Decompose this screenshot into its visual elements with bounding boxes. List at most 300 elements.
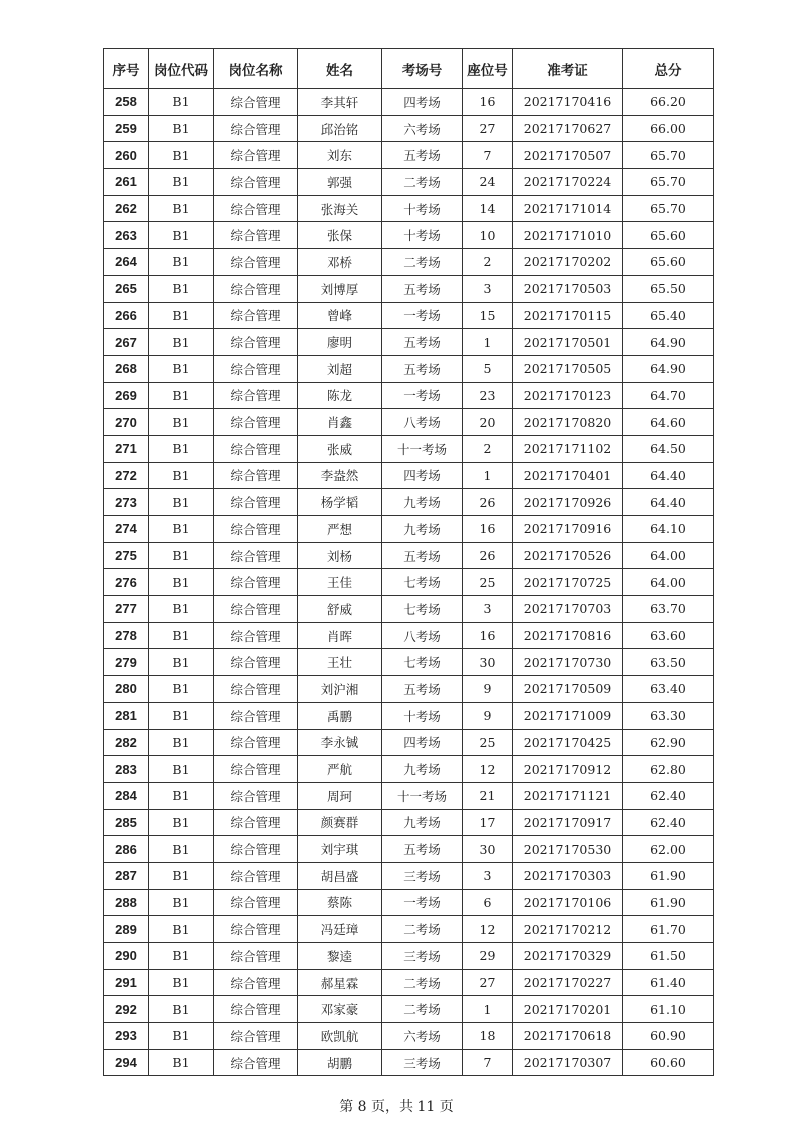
cell-exam-room: 十考场 <box>382 702 463 729</box>
table-row <box>104 355 714 382</box>
cell-seq: 260 <box>104 142 149 169</box>
cell-seq: 283 <box>104 756 149 783</box>
cell-total-score: 65.70 <box>623 169 714 196</box>
cell-position-name: 综合管理 <box>214 649 298 676</box>
cell-ticket: 20217170503 <box>513 275 623 302</box>
cell-name: 蔡陈 <box>298 889 382 916</box>
cell-position-code: B1 <box>149 943 214 970</box>
cell-position-name: 综合管理 <box>214 596 298 623</box>
cell-position-name: 综合管理 <box>214 569 298 596</box>
cell-total-score: 61.90 <box>623 862 714 889</box>
table-row <box>104 195 714 222</box>
cell-ticket: 20217170505 <box>513 355 623 382</box>
cell-seq: 282 <box>104 729 149 756</box>
table-row <box>104 782 714 809</box>
page-footer: 第 8 页，共 11 页 <box>339 1099 454 1115</box>
cell-ticket: 20217170820 <box>513 409 623 436</box>
cell-position-name: 综合管理 <box>214 489 298 516</box>
cell-seq: 276 <box>104 569 149 596</box>
cell-name: 胡昌盛 <box>298 862 382 889</box>
cell-position-name: 综合管理 <box>214 622 298 649</box>
cell-seq: 264 <box>104 249 149 276</box>
cell-exam-room: 十考场 <box>382 195 463 222</box>
cell-total-score: 61.10 <box>623 996 714 1023</box>
cell-name: 廖明 <box>298 329 382 356</box>
cell-position-name: 综合管理 <box>214 222 298 249</box>
cell-position-code: B1 <box>149 569 214 596</box>
cell-position-name: 综合管理 <box>214 1023 298 1050</box>
cell-exam-room: 九考场 <box>382 756 463 783</box>
cell-name: 严航 <box>298 756 382 783</box>
cell-position-name: 综合管理 <box>214 836 298 863</box>
table-row <box>104 542 714 569</box>
cell-seat: 25 <box>463 569 513 596</box>
table-row <box>104 676 714 703</box>
cell-position-code: B1 <box>149 382 214 409</box>
cell-seq: 279 <box>104 649 149 676</box>
cell-name: 邓桥 <box>298 249 382 276</box>
table-row <box>104 889 714 916</box>
cell-total-score: 66.00 <box>623 115 714 142</box>
cell-total-score: 63.50 <box>623 649 714 676</box>
cell-total-score: 65.60 <box>623 222 714 249</box>
cell-exam-room: 八考场 <box>382 622 463 649</box>
cell-ticket: 20217170916 <box>513 516 623 543</box>
cell-position-name: 综合管理 <box>214 809 298 836</box>
cell-position-code: B1 <box>149 435 214 462</box>
cell-position-code: B1 <box>149 542 214 569</box>
cell-position-code: B1 <box>149 1049 214 1076</box>
cell-seat: 24 <box>463 169 513 196</box>
table-row <box>104 756 714 783</box>
cell-exam-room: 七考场 <box>382 649 463 676</box>
table-row <box>104 1023 714 1050</box>
table-row <box>104 115 714 142</box>
cell-seat: 18 <box>463 1023 513 1050</box>
cell-seq: 265 <box>104 275 149 302</box>
cell-name: 郝星霖 <box>298 969 382 996</box>
cell-ticket: 20217170224 <box>513 169 623 196</box>
cell-seat: 7 <box>463 142 513 169</box>
cell-name: 舒威 <box>298 596 382 623</box>
table-row <box>104 89 714 116</box>
cell-position-name: 综合管理 <box>214 943 298 970</box>
cell-seq: 290 <box>104 943 149 970</box>
table-row <box>104 275 714 302</box>
cell-total-score: 61.70 <box>623 916 714 943</box>
cell-ticket: 20217170627 <box>513 115 623 142</box>
cell-name: 颜赛群 <box>298 809 382 836</box>
cell-name: 胡鹏 <box>298 1049 382 1076</box>
cell-seq: 293 <box>104 1023 149 1050</box>
cell-exam-room: 五考场 <box>382 329 463 356</box>
cell-exam-room: 三考场 <box>382 1049 463 1076</box>
cell-exam-room: 二考场 <box>382 249 463 276</box>
cell-seat: 29 <box>463 943 513 970</box>
table-row <box>104 409 714 436</box>
cell-position-name: 综合管理 <box>214 916 298 943</box>
cell-position-name: 综合管理 <box>214 862 298 889</box>
cell-seq: 286 <box>104 836 149 863</box>
cell-exam-room: 五考场 <box>382 676 463 703</box>
cell-exam-room: 四考场 <box>382 729 463 756</box>
cell-seq: 278 <box>104 622 149 649</box>
cell-ticket: 20217170703 <box>513 596 623 623</box>
table-row <box>104 1049 714 1076</box>
cell-position-code: B1 <box>149 809 214 836</box>
cell-total-score: 65.60 <box>623 249 714 276</box>
cell-seat: 9 <box>463 702 513 729</box>
cell-seat: 26 <box>463 542 513 569</box>
cell-ticket: 20217170917 <box>513 809 623 836</box>
cell-name: 严想 <box>298 516 382 543</box>
cell-total-score: 63.70 <box>623 596 714 623</box>
cell-total-score: 61.50 <box>623 943 714 970</box>
cell-name: 王佳 <box>298 569 382 596</box>
cell-exam-room: 四考场 <box>382 89 463 116</box>
cell-name: 刘宇琪 <box>298 836 382 863</box>
cell-name: 刘超 <box>298 355 382 382</box>
cell-total-score: 62.40 <box>623 782 714 809</box>
cell-exam-room: 九考场 <box>382 489 463 516</box>
table-row <box>104 489 714 516</box>
cell-seq: 284 <box>104 782 149 809</box>
cell-exam-room: 五考场 <box>382 355 463 382</box>
cell-name: 郭强 <box>298 169 382 196</box>
table-row <box>104 249 714 276</box>
cell-exam-room: 一考场 <box>382 302 463 329</box>
cell-seat: 10 <box>463 222 513 249</box>
header-col-position-name: 岗位名称 <box>214 49 298 89</box>
cell-seq: 268 <box>104 355 149 382</box>
cell-total-score: 64.40 <box>623 489 714 516</box>
cell-name: 周珂 <box>298 782 382 809</box>
cell-total-score: 65.70 <box>623 142 714 169</box>
cell-position-name: 综合管理 <box>214 142 298 169</box>
cell-exam-room: 七考场 <box>382 569 463 596</box>
cell-exam-room: 五考场 <box>382 275 463 302</box>
cell-ticket: 20217170425 <box>513 729 623 756</box>
cell-seq: 258 <box>104 89 149 116</box>
table-row <box>104 862 714 889</box>
cell-position-code: B1 <box>149 462 214 489</box>
table-row <box>104 702 714 729</box>
cell-seq: 288 <box>104 889 149 916</box>
cell-seq: 292 <box>104 996 149 1023</box>
cell-ticket: 20217170501 <box>513 329 623 356</box>
cell-ticket: 20217171121 <box>513 782 623 809</box>
cell-position-code: B1 <box>149 222 214 249</box>
header-col-seat: 座位号 <box>463 49 513 89</box>
cell-seq: 285 <box>104 809 149 836</box>
cell-position-name: 综合管理 <box>214 889 298 916</box>
cell-position-code: B1 <box>149 275 214 302</box>
cell-exam-room: 三考场 <box>382 862 463 889</box>
cell-position-name: 综合管理 <box>214 329 298 356</box>
cell-name: 邱治铭 <box>298 115 382 142</box>
cell-name: 张威 <box>298 435 382 462</box>
cell-name: 禹鹏 <box>298 702 382 729</box>
cell-seq: 277 <box>104 596 149 623</box>
cell-total-score: 63.60 <box>623 622 714 649</box>
cell-seq: 272 <box>104 462 149 489</box>
cell-total-score: 64.90 <box>623 355 714 382</box>
cell-ticket: 20217170202 <box>513 249 623 276</box>
cell-seat: 23 <box>463 382 513 409</box>
cell-total-score: 64.60 <box>623 409 714 436</box>
cell-ticket: 20217170212 <box>513 916 623 943</box>
table-row <box>104 142 714 169</box>
table-row <box>104 969 714 996</box>
cell-seat: 6 <box>463 889 513 916</box>
cell-seq: 262 <box>104 195 149 222</box>
cell-position-name: 综合管理 <box>214 275 298 302</box>
cell-seq: 289 <box>104 916 149 943</box>
cell-seat: 17 <box>463 809 513 836</box>
cell-seat: 20 <box>463 409 513 436</box>
cell-exam-room: 九考场 <box>382 809 463 836</box>
table-row <box>104 649 714 676</box>
table-row <box>104 169 714 196</box>
table-header-row <box>104 49 714 89</box>
table-row <box>104 809 714 836</box>
cell-ticket: 20217170912 <box>513 756 623 783</box>
cell-position-code: B1 <box>149 729 214 756</box>
cell-exam-room: 九考场 <box>382 516 463 543</box>
cell-position-code: B1 <box>149 836 214 863</box>
cell-position-code: B1 <box>149 1023 214 1050</box>
cell-seq: 269 <box>104 382 149 409</box>
cell-position-name: 综合管理 <box>214 516 298 543</box>
header-col-name: 姓名 <box>298 49 382 89</box>
cell-ticket: 20217170530 <box>513 836 623 863</box>
table-row <box>104 435 714 462</box>
cell-name: 杨学韬 <box>298 489 382 516</box>
cell-name: 陈龙 <box>298 382 382 409</box>
cell-seq: 274 <box>104 516 149 543</box>
cell-seat: 27 <box>463 969 513 996</box>
cell-seat: 1 <box>463 462 513 489</box>
cell-seat: 16 <box>463 622 513 649</box>
cell-name: 李永铖 <box>298 729 382 756</box>
cell-total-score: 65.50 <box>623 275 714 302</box>
cell-seq: 261 <box>104 169 149 196</box>
table-row <box>104 222 714 249</box>
cell-ticket: 20217170730 <box>513 649 623 676</box>
cell-seq: 294 <box>104 1049 149 1076</box>
cell-ticket: 20217170106 <box>513 889 623 916</box>
table-body <box>104 89 714 1076</box>
cell-name: 邓家豪 <box>298 996 382 1023</box>
cell-total-score: 64.40 <box>623 462 714 489</box>
cell-seq: 266 <box>104 302 149 329</box>
cell-name: 肖晖 <box>298 622 382 649</box>
cell-position-name: 综合管理 <box>214 676 298 703</box>
cell-exam-room: 八考场 <box>382 409 463 436</box>
cell-total-score: 65.70 <box>623 195 714 222</box>
cell-seat: 25 <box>463 729 513 756</box>
cell-total-score: 64.00 <box>623 542 714 569</box>
cell-name: 刘沪湘 <box>298 676 382 703</box>
cell-ticket: 20217170307 <box>513 1049 623 1076</box>
cell-name: 张海关 <box>298 195 382 222</box>
cell-ticket: 20217170526 <box>513 542 623 569</box>
cell-seat: 30 <box>463 649 513 676</box>
header-col-seq: 序号 <box>104 49 149 89</box>
cell-position-name: 综合管理 <box>214 756 298 783</box>
cell-exam-room: 二考场 <box>382 969 463 996</box>
cell-position-code: B1 <box>149 969 214 996</box>
table-row <box>104 916 714 943</box>
cell-total-score: 63.40 <box>623 676 714 703</box>
cell-exam-room: 六考场 <box>382 1023 463 1050</box>
cell-exam-room: 十考场 <box>382 222 463 249</box>
header-col-position-code: 岗位代码 <box>149 49 214 89</box>
cell-exam-room: 六考场 <box>382 115 463 142</box>
cell-seat: 16 <box>463 89 513 116</box>
cell-position-name: 综合管理 <box>214 435 298 462</box>
cell-position-code: B1 <box>149 115 214 142</box>
cell-position-code: B1 <box>149 89 214 116</box>
cell-name: 张保 <box>298 222 382 249</box>
cell-name: 曾峰 <box>298 302 382 329</box>
cell-position-code: B1 <box>149 596 214 623</box>
table-row <box>104 382 714 409</box>
cell-total-score: 66.20 <box>623 89 714 116</box>
cell-ticket: 20217171014 <box>513 195 623 222</box>
cell-seat: 7 <box>463 1049 513 1076</box>
cell-position-name: 综合管理 <box>214 542 298 569</box>
cell-seat: 3 <box>463 862 513 889</box>
cell-ticket: 20217170303 <box>513 862 623 889</box>
cell-position-name: 综合管理 <box>214 302 298 329</box>
cell-position-name: 综合管理 <box>214 355 298 382</box>
cell-seat: 3 <box>463 596 513 623</box>
cell-position-code: B1 <box>149 195 214 222</box>
cell-exam-room: 五考场 <box>382 542 463 569</box>
cell-seat: 26 <box>463 489 513 516</box>
cell-position-name: 综合管理 <box>214 969 298 996</box>
cell-name: 刘杨 <box>298 542 382 569</box>
cell-position-code: B1 <box>149 249 214 276</box>
cell-position-code: B1 <box>149 489 214 516</box>
cell-ticket: 20217170507 <box>513 142 623 169</box>
cell-ticket: 20217170618 <box>513 1023 623 1050</box>
table-row <box>104 462 714 489</box>
cell-position-code: B1 <box>149 916 214 943</box>
cell-seat: 27 <box>463 115 513 142</box>
cell-name: 李其轩 <box>298 89 382 116</box>
cell-ticket: 20217170329 <box>513 943 623 970</box>
cell-position-code: B1 <box>149 302 214 329</box>
table-row <box>104 569 714 596</box>
cell-exam-room: 三考场 <box>382 943 463 970</box>
table-row <box>104 622 714 649</box>
cell-total-score: 64.90 <box>623 329 714 356</box>
cell-name: 黎逵 <box>298 943 382 970</box>
cell-position-name: 综合管理 <box>214 729 298 756</box>
table-row <box>104 943 714 970</box>
cell-total-score: 61.90 <box>623 889 714 916</box>
cell-exam-room: 二考场 <box>382 996 463 1023</box>
table-row <box>104 302 714 329</box>
cell-seq: 263 <box>104 222 149 249</box>
cell-position-name: 综合管理 <box>214 115 298 142</box>
cell-seat: 15 <box>463 302 513 329</box>
cell-ticket: 20217171010 <box>513 222 623 249</box>
cell-seq: 267 <box>104 329 149 356</box>
cell-seq: 271 <box>104 435 149 462</box>
cell-position-name: 综合管理 <box>214 782 298 809</box>
cell-seat: 2 <box>463 435 513 462</box>
header-col-exam-room: 考场号 <box>382 49 463 89</box>
cell-position-name: 综合管理 <box>214 195 298 222</box>
cell-seat: 2 <box>463 249 513 276</box>
cell-ticket: 20217170201 <box>513 996 623 1023</box>
cell-ticket: 20217170416 <box>513 89 623 116</box>
cell-ticket: 20217170725 <box>513 569 623 596</box>
cell-ticket: 20217170926 <box>513 489 623 516</box>
table-row <box>104 996 714 1023</box>
cell-position-code: B1 <box>149 516 214 543</box>
cell-position-name: 综合管理 <box>214 996 298 1023</box>
cell-name: 肖鑫 <box>298 409 382 436</box>
cell-position-code: B1 <box>149 862 214 889</box>
cell-seq: 281 <box>104 702 149 729</box>
cell-position-code: B1 <box>149 622 214 649</box>
cell-position-name: 综合管理 <box>214 89 298 116</box>
cell-seat: 14 <box>463 195 513 222</box>
cell-position-code: B1 <box>149 142 214 169</box>
cell-seat: 9 <box>463 676 513 703</box>
cell-position-name: 综合管理 <box>214 462 298 489</box>
cell-position-code: B1 <box>149 702 214 729</box>
cell-ticket: 20217170509 <box>513 676 623 703</box>
cell-ticket: 20217170227 <box>513 969 623 996</box>
cell-exam-room: 四考场 <box>382 462 463 489</box>
cell-position-code: B1 <box>149 329 214 356</box>
cell-position-code: B1 <box>149 355 214 382</box>
cell-position-code: B1 <box>149 782 214 809</box>
cell-position-name: 综合管理 <box>214 409 298 436</box>
cell-seq: 259 <box>104 115 149 142</box>
cell-seat: 16 <box>463 516 513 543</box>
cell-seq: 291 <box>104 969 149 996</box>
cell-position-code: B1 <box>149 996 214 1023</box>
cell-position-code: B1 <box>149 756 214 783</box>
cell-total-score: 65.40 <box>623 302 714 329</box>
cell-total-score: 62.80 <box>623 756 714 783</box>
header-col-ticket: 准考证 <box>513 49 623 89</box>
cell-exam-room: 十一考场 <box>382 782 463 809</box>
cell-position-name: 综合管理 <box>214 169 298 196</box>
cell-ticket: 20217171102 <box>513 435 623 462</box>
cell-ticket: 20217170401 <box>513 462 623 489</box>
cell-exam-room: 二考场 <box>382 916 463 943</box>
cell-seat: 30 <box>463 836 513 863</box>
cell-seat: 3 <box>463 275 513 302</box>
cell-name: 王壮 <box>298 649 382 676</box>
cell-exam-room: 一考场 <box>382 889 463 916</box>
table-row <box>104 516 714 543</box>
cell-exam-room: 七考场 <box>382 596 463 623</box>
cell-total-score: 64.00 <box>623 569 714 596</box>
cell-seq: 273 <box>104 489 149 516</box>
score-table <box>103 48 714 1076</box>
cell-exam-room: 一考场 <box>382 382 463 409</box>
cell-position-code: B1 <box>149 676 214 703</box>
cell-position-name: 综合管理 <box>214 382 298 409</box>
